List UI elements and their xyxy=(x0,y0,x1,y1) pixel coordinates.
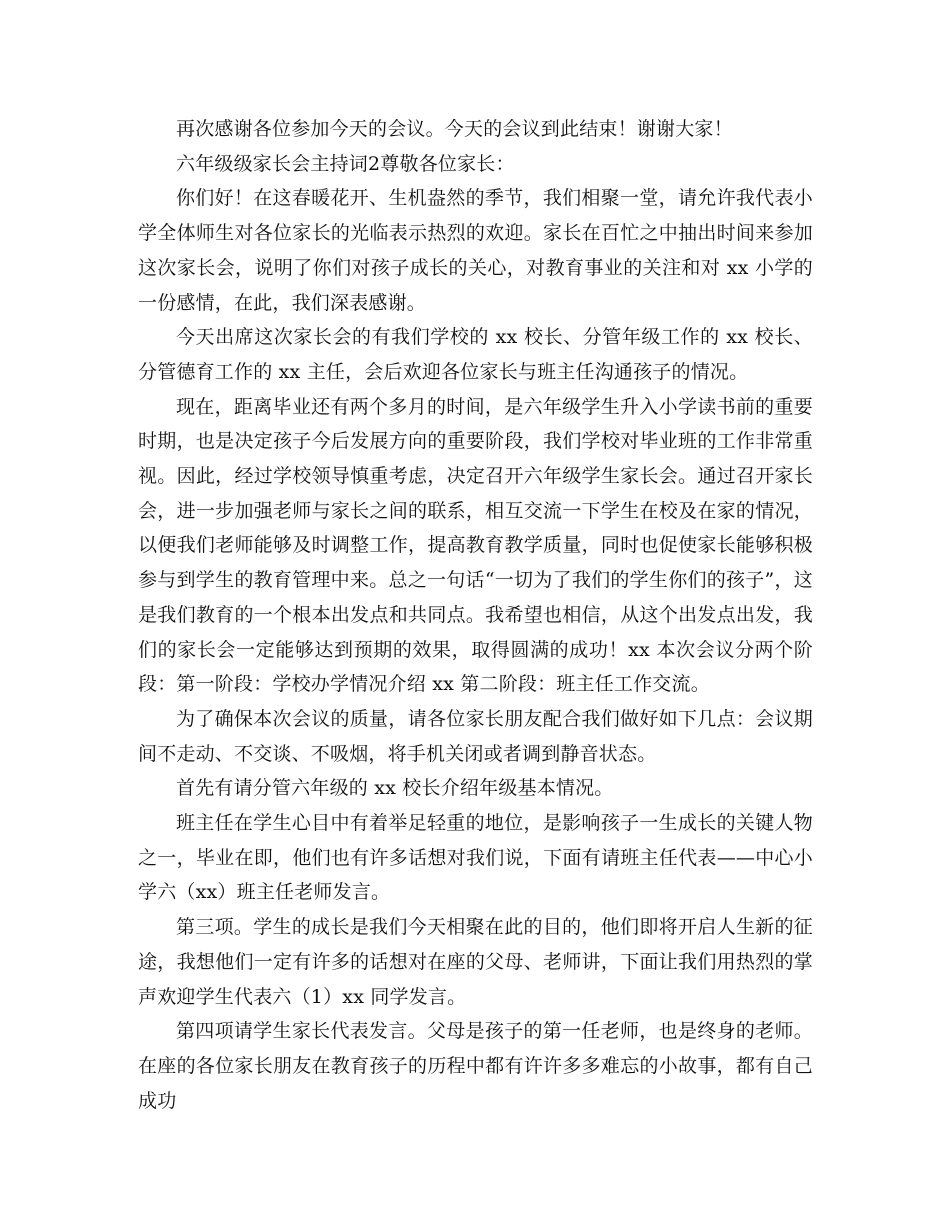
document-body xyxy=(138,112,813,1118)
paragraph-welcome: 你们好！在这春暖花开、生机盎然的季节，我们相聚一堂，请允许我代表小学全体师生对各位家长的光临表示热烈的欢迎。家长在百忙之中抽出时间来参加这次家长会，说明了你们对孩子成长的关心，对教育事业的关注和对 xx 小学的一份感情，在此，我们深表感谢。 xyxy=(138,187,813,314)
paragraph-heading-greeting: 六年级级家长会主持词2尊敬各位家长： xyxy=(176,152,515,175)
paragraph-student-speech: 第三项。学生的成长是我们今天相聚在此的目的，他们即将开启人生新的征途，我想他们一定有许多的话想对在座的父母、老师讲，下面让我们用热烈的掌声欢迎学生代表六（1）xx 同学发言。 xyxy=(138,916,813,1008)
paragraph-closing-thanks: 再次感谢各位参加今天的会议。今天的会议到此结束！谢谢大家！ xyxy=(176,118,733,140)
paragraph-principal-intro: 首先有请分管六年级的 xx 校长介绍年级基本情况。 xyxy=(176,777,614,800)
paragraph-attendees: 今天出席这次家长会的有我们学校的 xx 校长、分管年级工作的 xx 校长、分管德育工作的 xx 主任，会后欢迎各位家长与班主任沟通孩子的情况。 xyxy=(138,326,813,383)
paragraph-meeting-rules: 为了确保本次会议的质量，请各位家长朋友配合我们做好如下几点：会议期间不走动、不交谈、不吸烟，将手机关闭或者调到静音状态。 xyxy=(138,707,813,765)
paragraph-parent-speech: 第四项请学生家长代表发言。父母是孩子的第一任老师，也是终身的老师。在座的各位家长朋友在教育孩子的历程中都有许许多多难忘的小故事，都有自己成功 xyxy=(138,1020,813,1112)
paragraph-teacher-speech: 班主任在学生心目中有着举足轻重的地位，是影响孩子一生成长的关键人物之一，毕业在即，他们也有许多话想对我们说，下面有请班主任代表——中心小学六（xx）班主任老师发言。 xyxy=(138,812,813,904)
paragraph-meeting-purpose: 现在，距离毕业还有两个多月的时间，是六年级学生升入小学读书前的重要时期，也是决定孩子今后发展方向的重要阶段，我们学校对毕业班的工作非常重视。因此，经过学校领导慎重考虑，决定召开六年级学生家长会。通过召开家长会，进一步加强老师与家长之间的联系，相互交流一下学生在校及在家的情况，以便我们老师能够及时调整工作，提高教育教学质量，同时也促使家长能够积极参与到学生的教育管理中来。总之一句话“一切为了我们的学生你们的孩子”，这是我们教育的一个根本出发点和共同点。我希望也相信，从这个出发点出发，我们的家长会一定能够达到预期的效果，取得圆满的成功！xx 本次会议分两个阶段：第一阶段：学校办学情况介绍 xx 第二阶段：班主任工作交流。 xyxy=(138,395,813,696)
